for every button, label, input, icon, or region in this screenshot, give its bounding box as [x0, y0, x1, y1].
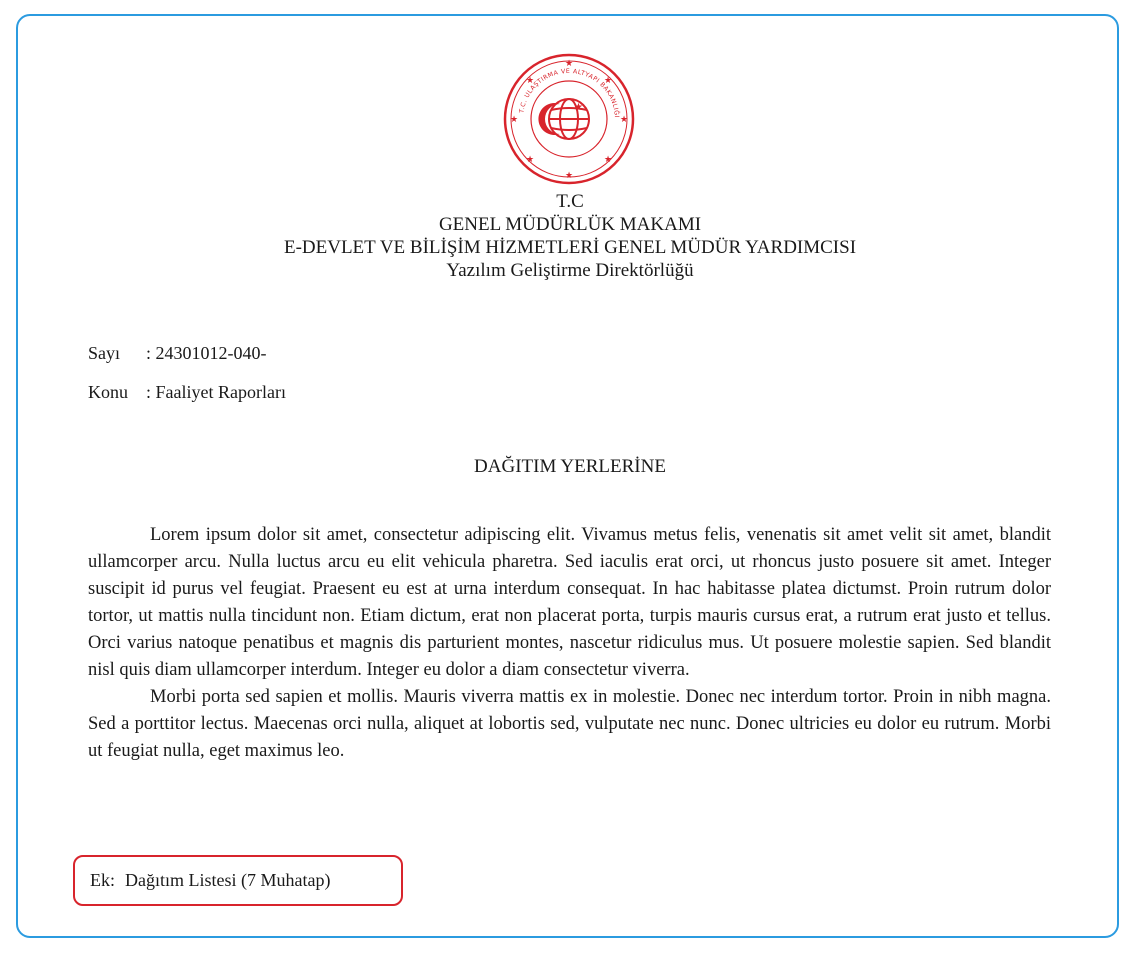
ministry-seal-icon — [502, 52, 636, 186]
sayi-label: Sayı — [88, 343, 121, 363]
svg-text:★: ★ — [574, 102, 583, 113]
meta-sayi-row — [88, 342, 267, 364]
header-line-directorate: Yazılım Geliştirme Direktörlüğü — [446, 260, 694, 281]
konu-label: Konu — [88, 382, 128, 402]
sayi-value: : 24301012-040- — [146, 343, 267, 363]
letter-body — [88, 522, 1051, 765]
document-header — [0, 190, 1140, 282]
svg-text:★: ★ — [603, 155, 613, 165]
konu-value: : Faaliyet Raporları — [146, 382, 286, 402]
svg-text:★: ★ — [603, 76, 613, 86]
header-line-tc: T.C — [556, 191, 584, 212]
attachment-value: Dağıtım Listesi (7 Muhatap) — [125, 870, 331, 890]
header-line-office: GENEL MÜDÜRLÜK MAKAMI — [438, 214, 702, 235]
attachment-highlight — [73, 855, 403, 906]
recipient-heading: DAĞITIM YERLERİNE — [474, 456, 666, 477]
svg-text:★: ★ — [564, 59, 574, 69]
svg-text:★: ★ — [525, 76, 535, 86]
meta-konu-row — [88, 381, 286, 403]
svg-text:★: ★ — [525, 155, 535, 165]
svg-text:★: ★ — [564, 171, 574, 181]
body-paragraph-1: Lorem ipsum dolor sit amet, consectetur adipiscing elit. Vivamus metus felis, venenatis sit amet velit sit amet, blandit ullamcorper arcu. Nulla luctus arcu eu elit vehicula pharetra. Sed iaculis erat orci, ut rhoncus justo posuere sit amet. Integer suscipit id purus vel feugiat. Praesent eu est at urna interdum consequat. In hac habitasse platea dictumst. Proin rutrum dolor tortor, ut mattis nulla tincidunt non. Etiam dictum, erat non placerat porta, turpis mauris cursus erat, a rutrum erat justo et tellus. Orci varius natoque penatibus et magnis dis parturient montes, nascetur ridiculus mus. Ut posuere molestie sapien. Sed blandit nisl quis diam ullamcorper interdum. Integer eu dolor a diam consectetur viverra. — [88, 525, 1051, 680]
svg-text:★: ★ — [619, 115, 629, 125]
body-paragraph-2: Morbi porta sed sapien et mollis. Mauris viverra mattis ex in molestie. Donec nec interdum tortor. Proin in nibh magna. Sed a porttitor lectus. Maecenas orci nulla, aliquet at lobortis sed, vulputate nec nunc. Donec ultricies eu dolor eu rutrum. Morbi ut feugiat nulla, eget maximus leo. — [88, 687, 1051, 761]
header-line-deputy: E-DEVLET VE BİLİŞİM HİZMETLERİ GENEL MÜDÜR YARDIMCISI — [283, 237, 857, 258]
attachment-label: Ek: — [90, 870, 115, 890]
seal-ring-text: T.C. ULAŞTIRMA VE ALTYAPI BAKANLIĞI — [518, 67, 621, 119]
svg-text:★: ★ — [509, 115, 519, 125]
